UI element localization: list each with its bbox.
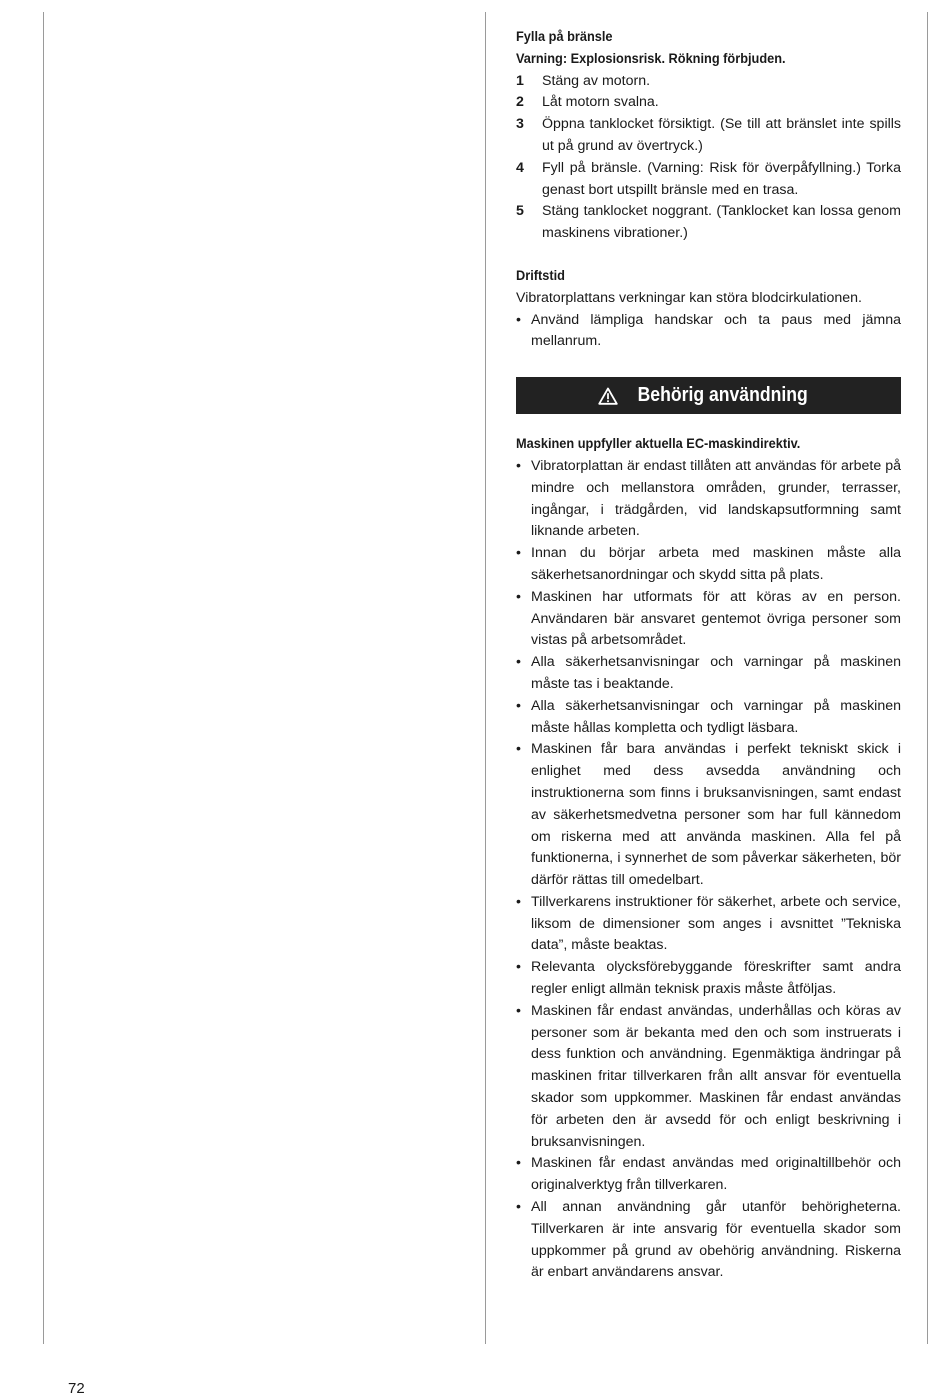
bullet-icon: •: [516, 959, 521, 976]
fuel-step: [516, 201, 901, 245]
list-item: [516, 892, 901, 957]
fuel-step: [516, 71, 901, 93]
bullet-icon: •: [516, 741, 521, 758]
proper-use-heading: Maskinen uppfyller aktuella EC-maskindirektiv.: [516, 436, 801, 453]
step-text: Öppna tanklocket försiktigt. (Se till att bränslet inte spills ut på grund av övertryck.): [542, 116, 901, 154]
list-item-text: Innan du börjar arbeta med maskinen måste alla säkerhetsanordningar och skydd sitta på plats.: [531, 545, 901, 583]
step-text: Fyll på bränsle. (Varning: Risk för överpåfyllning.) Torka genast bort utspillt bränsle med en trasa.: [542, 159, 901, 198]
fuel-step: [516, 114, 901, 158]
banner-title: Behörig användning: [637, 383, 808, 406]
column-divider-rule: [485, 12, 486, 1344]
list-item-text: Maskinen har utformats för att köras av en person. Användaren bär ansvaret gentemot övriga personer som vistas på arbetsområdet.: [531, 588, 901, 649]
list-item: [516, 543, 901, 587]
right-column: [516, 27, 901, 1284]
list-item: [516, 1153, 901, 1197]
right-margin-rule: [927, 12, 928, 1344]
list-item-text: Maskinen får endast användas, underhållas och köras av personer som är bekanta med den och som instruerats i dess funktion och användning. Egenmäktiga ändringar på maskinen fritar tillverkaren från allt ansvar för eventuella skador som uppkommer. Maskinen får endast användas för arbeten den är avsedd för och enligt beskrivning i bruksanvisningen.: [531, 1002, 901, 1150]
step-number: 4: [516, 159, 524, 176]
fuel-step: [516, 158, 901, 202]
operating-intro: Vibratorplattans verkningar kan störa blodcirkulationen.: [516, 289, 862, 306]
step-number: 2: [516, 94, 524, 111]
list-item-text: Maskinen får bara användas i perfekt tekniskt skick i enlighet med dess avsedda användning och instruktionerna som finns i bruksanvisningen, samt endast av säkerhetsmedvetna personer som har full kännedom om riskerna med att använda maskinen. Alla fel på funktionerna, i synnerhet de som påverkar säkerheten, bör därför rättas till omedelbart.: [531, 741, 901, 889]
fuel-heading: Fylla på bränsle: [516, 29, 613, 45]
step-text: Låt motorn svalna.: [542, 94, 659, 111]
list-item: [516, 696, 901, 740]
step-number: 5: [516, 203, 524, 220]
list-item: [516, 1197, 901, 1284]
proper-use-list: [516, 456, 901, 1284]
section-banner: [516, 377, 901, 414]
list-item: [516, 310, 901, 354]
list-item: [516, 739, 901, 892]
list-item: [516, 1001, 901, 1154]
bullet-icon: •: [516, 1155, 521, 1172]
bullet-icon: •: [516, 893, 521, 910]
list-item: [516, 456, 901, 543]
bullet-icon: •: [516, 1199, 521, 1216]
step-number: 1: [516, 72, 524, 89]
fuel-step: [516, 92, 901, 114]
page-number: 72: [68, 1380, 85, 1397]
left-margin-rule: [43, 12, 44, 1344]
step-text: Stäng av motorn.: [542, 72, 651, 89]
bullet-icon: •: [516, 588, 521, 605]
fuel-steps-list: [516, 71, 901, 245]
bullet-icon: •: [516, 457, 521, 474]
list-item: [516, 957, 901, 1001]
bullet-icon: •: [516, 697, 521, 714]
bullet-icon: •: [516, 1002, 521, 1019]
warning-triangle-icon: [598, 387, 618, 405]
step-number: 3: [516, 116, 524, 133]
list-item-text: Tillverkarens instruktioner för säkerhet, arbete och service, liksom de dimensioner som anges i avsnittet ”Tekniska data”, måste beaktas.: [531, 893, 901, 954]
list-item: [516, 587, 901, 652]
list-item-text: All annan användning går utanför behörigheterna. Tillverkaren är inte ansvarig för eventuella skador som uppkommer på grund av obehörig användning. Riskerna är enbart användarens ansvar.: [531, 1199, 901, 1281]
bullet-icon: •: [516, 545, 521, 562]
list-item-text: Relevanta olycksförebyggande föreskrifter samt andra regler enligt allmän teknisk praxis måste åtföljas.: [531, 959, 901, 998]
step-text: Stäng tanklocket noggrant. (Tanklocket kan lossa genom maskinens vibrationer.): [542, 203, 901, 242]
list-item-text: Alla säkerhetsanvisningar och varningar på maskinen måste hållas kompletta och tydligt läsbara.: [531, 697, 901, 736]
list-item-text: Använd lämpliga handskar och ta paus med jämna mellanrum.: [531, 311, 901, 350]
operating-heading: Driftstid: [516, 267, 565, 284]
bullet-icon: •: [516, 311, 521, 328]
list-item-text: Maskinen får endast användas med originaltillbehör och originalverktyg från tillverkaren.: [531, 1155, 901, 1194]
list-item-text: Vibratorplattan är endast tillåten att användas för arbete på mindre och mellanstora områden, grunder, terrasser, ingångar, i trädgården, vid landskapsutformning samt liknande arbeten.: [531, 457, 901, 540]
bullet-icon: •: [516, 654, 521, 671]
fuel-warning: Varning: Explosionsrisk. Rökning förbjuden.: [516, 50, 786, 67]
list-item-text: Alla säkerhetsanvisningar och varningar på maskinen måste tas i beaktande.: [531, 654, 901, 692]
list-item: [516, 652, 901, 696]
